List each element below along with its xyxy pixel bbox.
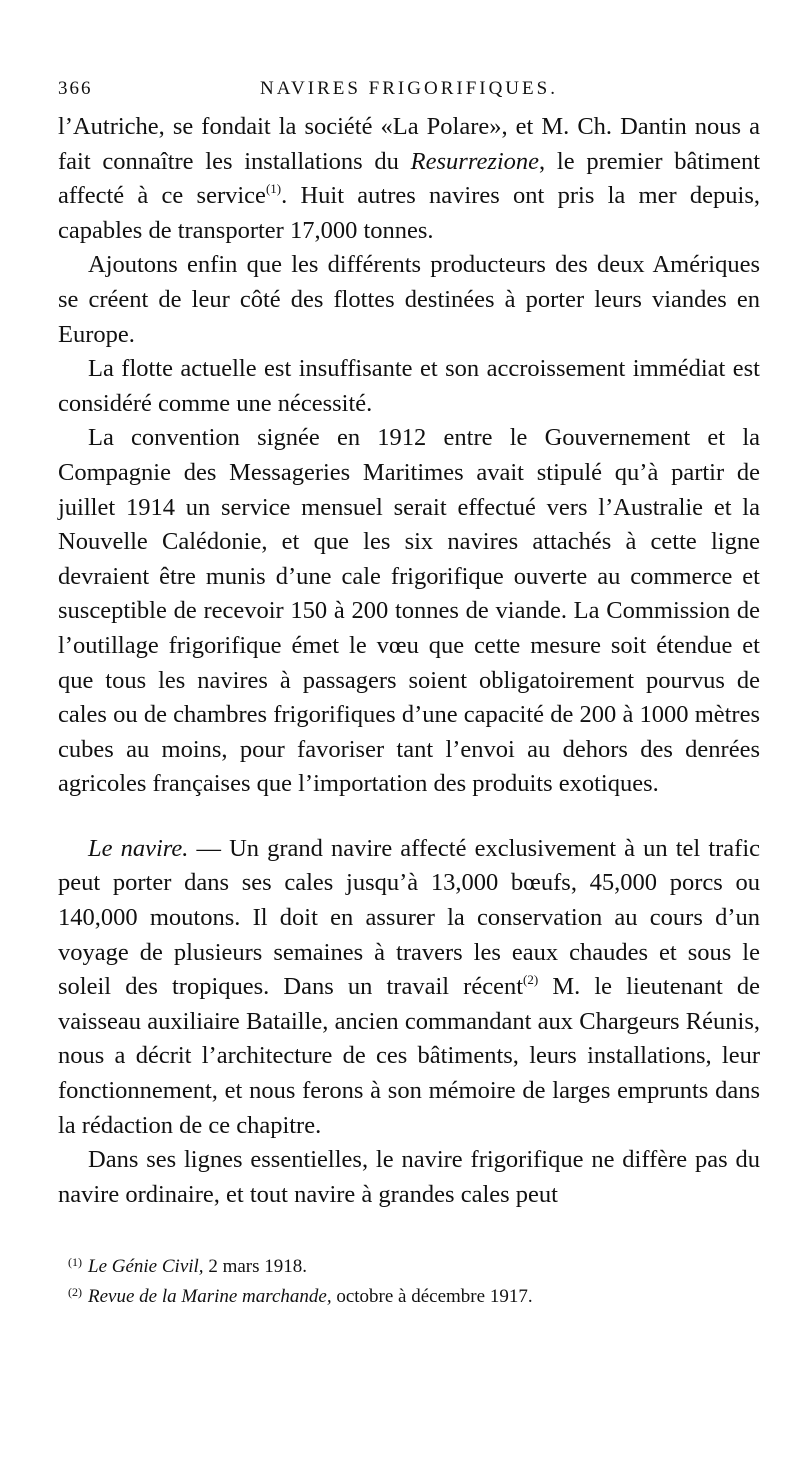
footnote-source-title: Revue de la Marine marchande,	[88, 1286, 332, 1308]
footnote-2	[58, 1282, 760, 1312]
footnotes	[58, 1252, 760, 1312]
footnote-1	[58, 1252, 760, 1282]
footnote-number: (2)	[68, 1285, 82, 1300]
book-page	[58, 70, 760, 1450]
footnote-date: 2 mars 1918.	[203, 1256, 307, 1278]
footnote-number: (1)	[68, 1255, 82, 1270]
section-run-in-heading: Le navire.	[88, 834, 189, 862]
paragraph-flotte: La flotte actuelle est insuffisante et son accroissement immédiat est considéré comme une nécessité.	[58, 355, 760, 417]
running-title: NAVIRES FRIGORIFIQUES.	[260, 78, 558, 99]
page-number: 366	[58, 78, 93, 99]
paragraph-ameriques: Ajoutons enfin que les différents producteurs des deux Amériques se créent de leur côté des flottes destinées à porter leurs viandes en Europe.	[58, 251, 760, 348]
paragraph-convention: La convention signée en 1912 entre le Gouvernement et la Compagnie des Messageries Maritimes avait stipulé qu’à partir de juillet 1914 un service mensuel serait effectué vers l’Australie et la Nouvelle Calédonie, et que les six navires attachés à cette ligne devraient être munis d’une cale frigorifique ouverte au commerce et susceptible de recevoir 150 à 200 tonnes de viande. La Commission de l’outillage frigorifique émet le vœu que cette mesure soit étendue et que tous les navires à passagers soient obligatoirement pourvus de cales ou de chambres frigorifiques d’une capacité de 200 à 1000 mètres cubes au moins, pour favoriser tant l’envoi au dehors des denrées agricoles françaises que l’importation des produits exotiques.	[58, 424, 760, 798]
paragraph-continuation: l’Autriche, se fondait la société «La Polare», et M. Ch. Dantin nous a fait connaître les installations du Resurrezione, le premier bâtiment affecté à ce service$^{(1)}$. Huit autres navires ont pris la mer depuis, capables de transporter 17,000 tonnes.	[58, 113, 761, 244]
footnote-ref-2[interactable]: (2)	[523, 972, 539, 988]
footnote-ref-1[interactable]: (1)	[265, 181, 282, 197]
running-head	[58, 70, 760, 110]
body-text	[58, 110, 760, 1212]
footnote-date: octobre à décembre 1917.	[331, 1286, 533, 1308]
paragraph-le-navire: Le navire. — Un grand navire affecté exclusivement à un tel trafic peut porter dans ses cales jusqu’à 13,000 bœufs, 45,000 porcs ou 140,000 moutons. Il doit en assurer la conservation au cours d’un voyage de plusieurs semaines à travers les eaux chaudes et sous le soleil des tropiques. Dans un travail récent$^{(2)}$ M. le lieutenant de vaisseau auxiliaire Bataille, ancien commandant aux Chargeurs Réunis, nous a décrit l’architecture de ces bâtiments, leurs installations, leur fonctionnement, et nous ferons à son mémoire de larges emprunts dans la rédaction de ce chapitre.	[58, 834, 760, 1139]
footnote-source-title: Le Génie Civil,	[88, 1256, 204, 1278]
ship-name: Resurrezione	[410, 147, 540, 175]
paragraph-lignes-essentielles: Dans ses lignes essentielles, le navire frigorifique ne diffère pas du navire ordinaire, et tout navire à grandes cales peut	[58, 1146, 760, 1208]
